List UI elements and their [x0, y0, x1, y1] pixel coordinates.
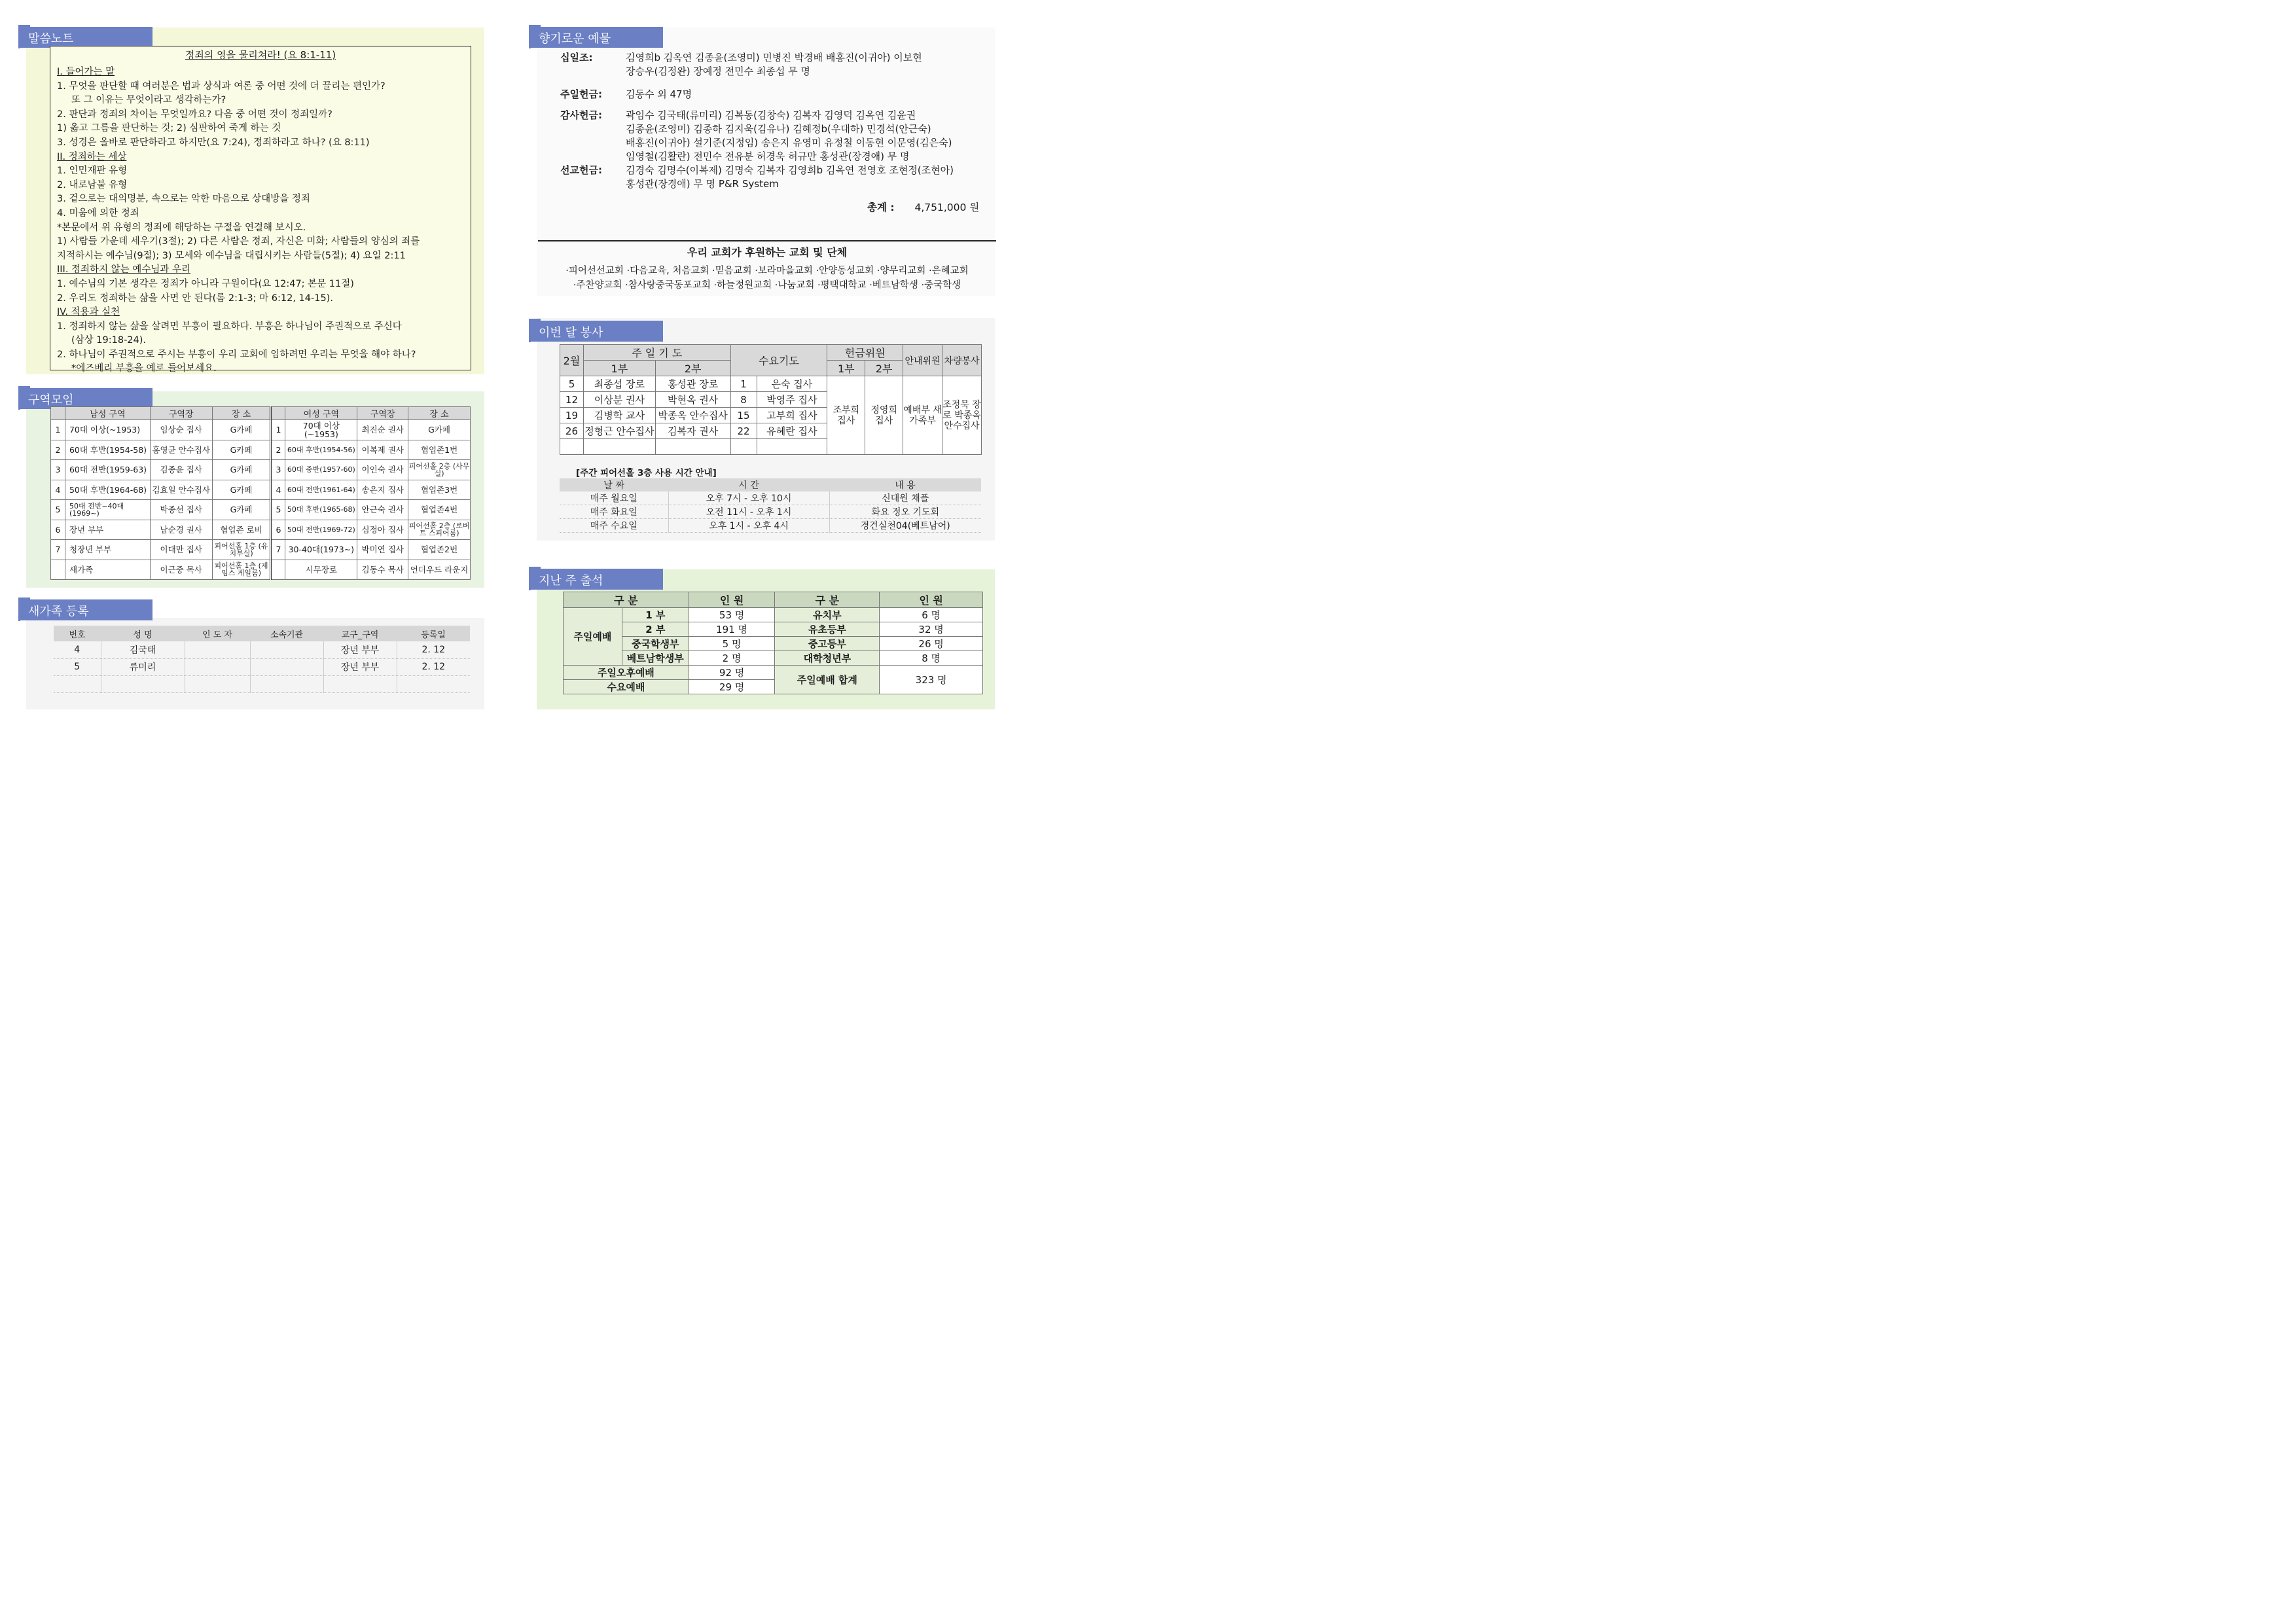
- header-male-place: 장 소: [212, 407, 271, 420]
- cell-table-header: [51, 407, 471, 420]
- sermon-line: *에즈베리 부흥을 예로 들어보세요.: [71, 363, 217, 374]
- newcomer-header: 번호 성 명 인 도 자 소속기관 교구_구역 등록일: [54, 626, 470, 641]
- sermon-line: IV. 적용과 실천: [57, 307, 120, 318]
- sermon-note-tab: 말씀노트: [20, 27, 152, 48]
- sermon-line: 3. 성경은 올바로 판단하라고 하지만(요 7:24), 정죄하라고 하나? (요 8:11): [57, 137, 370, 148]
- sermon-line: 1. 인민재판 유형: [57, 166, 128, 177]
- table-row: 26 정형근 안수집사 김복자 권사 22 유혜란 집사: [560, 423, 982, 439]
- thanks-offering-row: 감사헌금: 곽임수 김국태(류미리) 김복동(김창숙) 김복자 김영덕 김옥연 김윤권 김종윤(조영미) 김종하 김지욱(김유나) 김혜정b(우대하) 민경석(안근숙) 배홍진(이귀아) 설기준(지정임) 송은지 유영미 유정철 이동현 이문영(김은숙) 임영철(김활란) 전민수 전유분 허경욱 허규만 홍성관(장경애) 무 명: [560, 109, 952, 162]
- sunday-service-label: 주일예배: [564, 608, 622, 666]
- table-row: 2 60대 후반(1954-58) 홍영균 안수집사 G카페 2 60대 후반(1954-56) 이복제 권사 협업존1번: [51, 440, 471, 460]
- table-row: 5 류미리 장년 부부 2. 12: [54, 658, 470, 675]
- sermon-note-box: [50, 46, 471, 374]
- hall-usage-title: [주간 피어선홀 3층 사용 시간 안내]: [576, 468, 717, 478]
- wednesday-prayer-header: 수요기도: [730, 345, 827, 376]
- table-row: 7 청장년 부부 이대만 집사 피어선홀 1층 (유치부실) 7 30-40대(1973~) 박미연 집사 협업존2번: [51, 540, 471, 560]
- sermon-line: 1. 정죄하지 않는 삶을 살려면 부흥이 필요하다. 부흥은 하나님이 주권적으로 주신다: [57, 321, 402, 332]
- sermon-line: 2. 판단과 정죄의 차이는 무엇일까요? 다음 중 어떤 것이 정죄일까?: [57, 109, 332, 120]
- sermon-line: 2. 우리도 정죄하는 삶을 사면 안 된다(롬 2:1-3; 마 6:12, 14-15).: [57, 293, 333, 304]
- sermon-line: I. 들어가는 말: [57, 67, 115, 77]
- sermon-line: 1) 사람들 가운데 세우기(3절); 2) 다른 사람은 정죄, 자신은 미화; 사람들의 양심의 죄를: [57, 236, 420, 247]
- sermon-line: III. 정죄하지 않는 예수님과 우리: [57, 264, 190, 276]
- table-row: 베트남학생부 2 명 대학청년부 8 명: [564, 651, 983, 666]
- attendance-total-count: 323 명: [880, 666, 983, 694]
- table-row: [54, 675, 470, 692]
- sermon-line: 또 그 이유는 무엇이라고 생각하는가?: [71, 95, 226, 106]
- cell-group-tab: 구역모임: [20, 388, 152, 409]
- sermon-line: *본문에서 위 유형의 정죄에 해당하는 구절을 연결해 보시오.: [57, 222, 306, 233]
- header-female-leader: 구역장: [357, 407, 408, 420]
- sermon-line: (삼상 19:18-24).: [71, 335, 147, 346]
- header-female-area: 여성 구역: [285, 407, 357, 420]
- table-row: 3 60대 전반(1959-63) 김종윤 집사 G카페 3 60대 중반(1957-60) 이인숙 권사 피어선홀 2층 (사무실): [51, 460, 471, 480]
- attendance-tab: 지난 주 출석: [531, 569, 663, 590]
- sunday-offering-label: 주일헌금:: [560, 88, 602, 100]
- sunday-prayer-header: 주 일 기 도: [583, 345, 730, 361]
- table-row: 매주 화요일 오전 11시 - 오후 1시 화요 정오 기도회: [560, 505, 981, 519]
- header-male-area: 남성 구역: [65, 407, 150, 420]
- usher-header: 안내위원: [903, 345, 942, 376]
- support-line: ·피어선선교회 ·다음교육, 처음교회 ·믿음교회 ·보라마을교회 ·안양동성교회 ·양무리교회 ·은혜교회: [565, 266, 969, 276]
- sermon-title: 정죄의 영을 물리쳐라! (요 8:1-11): [185, 49, 336, 61]
- header-male-leader: 구역장: [150, 407, 212, 420]
- sunday-offering-row: 주일헌금: 김동수 외 47명: [560, 88, 692, 100]
- tithe-row: 십일조: 김영희b 김옥연 김종윤(조영미) 민병진 박경배 배홍진(이귀아) 이보현 장승우(김정완) 장예정 전민수 최종섭 무 명: [560, 52, 922, 77]
- cell-group-table: [50, 406, 471, 580]
- offering-total: 총계 : 4,751,000 원: [867, 202, 980, 213]
- header-female-place: 장 소: [408, 407, 471, 420]
- mission-offering-label: 선교헌금:: [560, 164, 602, 176]
- sermon-line: 1. 예수님의 기본 생각은 정죄가 아니라 구원이다(요 12:47; 본문 11절): [57, 278, 354, 289]
- table-row: 4 김국태 장년 부부 2. 12: [54, 641, 470, 658]
- sermon-line: 4. 미움에 의한 정죄: [57, 207, 139, 219]
- offering-tab: 향기로운 예물: [531, 27, 663, 48]
- hall-usage-table: 날 짜 시 간 내 용 매주 월요일 오후 7시 - 오후 10시 신대원 채플 매주 화요일 오전 11시 - 오후 1시 화요 정오 기도회 매주 수요일 오후 1시 - 오후 4시 경건실천04(베트남어): [560, 478, 981, 533]
- newcomer-tab: 새가족 등록: [20, 599, 152, 620]
- table-row: 5 50대 전반~40대 (1969~) 박종선 집사 G카페 5 50대 후반(1965-68) 안근숙 권사 협업존4번: [51, 500, 471, 520]
- offering-committee-header: 헌금위원: [827, 345, 903, 361]
- newcomer-table: [54, 626, 470, 693]
- parking-header: 차량봉사: [942, 345, 982, 376]
- table-row: 매주 월요일 오후 7시 - 오후 10시 신대원 채플: [560, 491, 981, 505]
- table-row: 주일예배 1 부 53 명 유치부 6 명: [564, 608, 983, 622]
- service-tab: 이번 달 봉사: [531, 321, 663, 342]
- sermon-line: 1. 무엇을 판단할 때 여러분은 법과 상식과 여론 중 어떤 것에 더 끌리는 편인가?: [57, 80, 386, 92]
- support-line: ·주찬양교회 ·참사랑중국동포교회 ·하늘정원교회 ·나눔교회 ·평택대학교 ·베트남학생 ·중국학생: [573, 280, 961, 291]
- table-row: 주일오후예배 92 명 주일예배 합계 323 명: [564, 666, 983, 680]
- table-row: 19 김병학 교사 박종옥 안수집사 15 고부희 집사: [560, 408, 982, 423]
- table-row: 2 부 191 명 유초등부 32 명: [564, 622, 983, 637]
- sermon-line: 3. 겉으로는 대의명분, 속으로는 악한 마음으로 상대방을 정죄: [57, 194, 310, 205]
- sermon-line: 2. 하나님이 주권적으로 주시는 부흥이 우리 교회에 임하려면 우리는 무엇을 해야 하나?: [57, 349, 416, 360]
- tithe-label: 십일조:: [560, 52, 593, 63]
- divider: [538, 240, 996, 241]
- table-row: 5 최종섭 장로 홍성관 장로 1 은숙 집사 조부희 집사 정영희 집사 예배부 새가족부 조정묵 장로 박종옥 안수집사: [560, 376, 982, 392]
- table-row: 새가족 이근중 목사 피어선홀 1층 (제임스 게일룸) 시무장로 김동수 목사 언더우드 라운지: [51, 560, 471, 580]
- sermon-line: 지적하시는 예수님(9절); 3) 모세와 예수님을 대립시키는 사람들(5절); 4) 요일 2:11: [57, 250, 406, 261]
- table-row: 수요예배 29 명: [564, 680, 983, 694]
- support-title: 우리 교회가 후원하는 교회 및 단체: [687, 246, 848, 259]
- table-row: 1 70대 이상(~1953) 임상순 집사 G카페 1 70대 이상 (~1953) 최진순 권사 G카페: [51, 420, 471, 440]
- table-row: 12 이상분 권사 박현옥 권사 8 박영주 집사: [560, 392, 982, 408]
- sermon-line: 1) 옳고 그름을 판단하는 것; 2) 심판하여 죽게 하는 것: [57, 123, 281, 134]
- service-table: 2월 주 일 기 도 수요기도 헌금위원 안내위원 차량봉사 1부 2부 1부 2부 5 최종섭 장로 홍성관 장로 1 은숙 집사 조부희 집사 정영희 집사 예배부 새가족부 조정묵 장로 박종옥 안수집사 12 이상분 권사 박현옥 권사 8 박영주 집사 19 김병학 교사 박종옥 안수집사 15 고부희 집사 26 정형근 안수집사 김복자 권사 22 유혜란 집사: [560, 344, 982, 455]
- month-label: 2월: [560, 345, 584, 376]
- thanks-offering-label: 감사헌금:: [560, 109, 602, 121]
- sermon-line: II. 정죄하는 세상: [57, 151, 127, 162]
- table-row: 4 50대 후반(1964-68) 김효일 안수집사 G카페 4 60대 전반(1961-64) 송은지 집사 협업존3번: [51, 480, 471, 500]
- attendance-total-label: 주일예배 합계: [775, 666, 880, 694]
- mission-offering-row: 선교헌금: 김경숙 김명수(이복제) 김명숙 김복자 김영희b 김옥연 전영호 조현정(조현아) 홍성관(장경애) 무 명 P&R System: [560, 164, 954, 190]
- sermon-line: 2. 내로남불 유형: [57, 179, 128, 190]
- table-row: 중국학생부 5 명 중고등부 26 명: [564, 637, 983, 651]
- table-row: 매주 수요일 오후 1시 - 오후 4시 경건실천04(베트남어): [560, 519, 981, 533]
- attendance-table: 구 분 인 원 구 분 인 원 주일예배 1 부 53 명 유치부 6 명 2 부 191 명 유초등부 32 명 중국학생부 5 명 중고등부 26 명 베트남학생부 2 명 대학청년부 8 명 주일오후예배 92 명 주일예배 합계 323 명 수요예배 29 명: [563, 592, 983, 694]
- table-row: 6 장년 부부 남순경 권사 협업존 로비 6 50대 전반(1969-72) 심정아 집사 피어선홀 2층 (로버트 스피어룸): [51, 520, 471, 540]
